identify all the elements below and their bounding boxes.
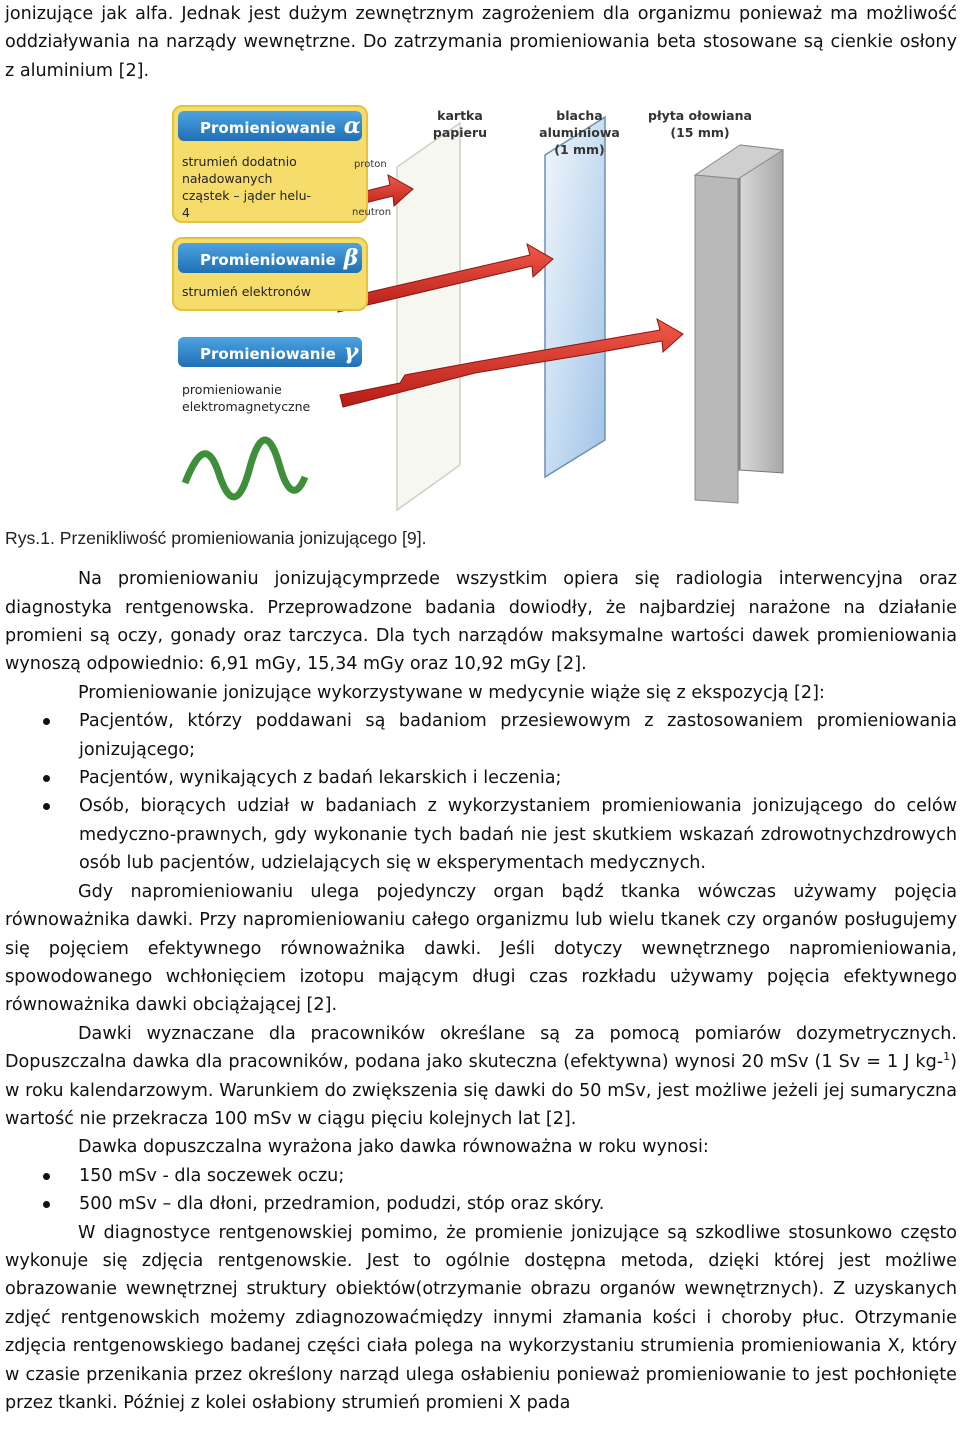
- figure-caption: Rys.1. Przenikliwość promieniowania jonizującego [9].: [5, 528, 427, 549]
- list-item: Pacjentów, którzy poddawani są badaniom przesiewowym z zastosowaniem promieniowania jonizującego;: [5, 707, 957, 764]
- label-lead-thickness: (15 mm): [670, 125, 730, 141]
- alpha-panel: [172, 105, 392, 223]
- alpha-symbol: α: [343, 113, 361, 140]
- gamma-title: Promieniowanie: [200, 345, 336, 364]
- label-lead-group: [645, 107, 755, 141]
- proton-label: proton: [354, 159, 387, 171]
- label-paper: kartka papieru: [432, 108, 488, 141]
- beta-header: [178, 243, 362, 273]
- gamma-header: [178, 337, 362, 367]
- exposure-list: [5, 707, 957, 877]
- beta-title: Promieniowanie: [200, 251, 336, 270]
- alpha-title: Promieniowanie: [200, 119, 336, 138]
- beta-symbol: β: [343, 245, 359, 272]
- beta-panel: [172, 237, 368, 311]
- dose-list: [5, 1162, 957, 1219]
- superscript: 1: [943, 1050, 951, 1064]
- gamma-arrow: [340, 319, 683, 407]
- paragraph-4-part-b: ) w roku kalendarzowym. Warunkiem do zwiększenia się dawki do 50 mSv, jest możliwe jeżeli jej sumaryczna wartość nie przekracza 100 mSv w ciągu pięciu kolejnych lat [2].: [5, 1052, 957, 1129]
- alpha-description: strumień dodatnio naładowanych cząstek – jąder helu-4: [182, 154, 312, 221]
- paragraph-3: Gdy napromieniowaniu ulega pojedynczy organ bądź tkanka wówczas używamy pojęcia równoważnika dawki. Przy napromieniowaniu całego organizmu lub wielu tkanek czy organów posługujemy się pojęciem efektywnego równoważnika dawki. Jeśli dotyczy wewnętrznego napromieniowania, spowodowanego wchłonięciem izotopu mającym długi czas rozkładu używamy pojęcia efektywnego równoważnika dawki obciążającej [2].: [5, 881, 957, 1016]
- gamma-symbol: γ: [343, 339, 359, 366]
- list-item: Pacjentów, wynikających z badań lekarskich i leczenia;: [5, 764, 957, 792]
- beta-description: strumień elektronów: [182, 284, 312, 300]
- figure-graphics: [5, 105, 957, 513]
- gamma-description: promieniowanie elektromagnetyczne: [182, 382, 311, 415]
- paragraph-6: W diagnostyce rentgenowskiej pomimo, że promienie jonizujące są szkodliwe stosunkowo często wykonuje się zdjęcia rentgenowskie. Jest to ogólnie dostępna metoda, dzięki której jest możliwe obrazowanie wewnętrznej struktury obiektów(otrzymanie obrazu organów wewnętrznych). Z uzyskanych zdjęć rentgenowskich możemy zdiagnozowaćmiędzy innymi złamania kości i choroby płuc. Otrzymanie zdjęcia rentgenowskiego badanej części ciała polega na wykorzystaniu strumienia promieniowania X, który w czasie przenikania przez określony narząd ulega osłabieniu ponieważ promieniowanie to jest pochłonięte przez tkanki. Później z kolei osłabiony strumień promieni X pada: [5, 1222, 957, 1413]
- paragraph-4-part-a: Dawki wyznaczane dla pracowników określane są za pomocą pomiarów dozymetrycznych. Dopuszczalna dawka dla pracowników, podana jako skuteczna (efektywna) wynosi 20 mSv (1 Sv = 1 J kg-: [5, 1023, 957, 1073]
- paragraph-2: Promieniowanie jonizujące wykorzystywane w medycynie wiąże się z ekspozycją [2]:: [78, 682, 825, 703]
- radiation-penetration-figure: [5, 105, 957, 513]
- alpha-header: [178, 111, 362, 141]
- list-item: 500 mSv – dla dłoni, przedramion, podudzi, stóp oraz skóry.: [5, 1190, 957, 1218]
- neutron-label: neutron: [352, 207, 392, 219]
- document-body: [5, 0, 957, 1417]
- list-item: 150 mSv - dla soczewek oczu;: [5, 1162, 957, 1190]
- gamma-panel: [172, 331, 368, 451]
- paragraph-5: Dawka dopuszczalna wyrażona jako dawka równoważna w roku wynosi:: [78, 1137, 709, 1158]
- intro-paragraph: jonizujące jak alfa. Jednak jest dużym zewnętrznym zagrożeniem dla organizmu ponieważ ma możliwość oddziaływania na narządy wewnętrzne. Do zatrzymania promieniowania beta stosowane są cienkie osłony z aluminium [2].: [5, 4, 957, 81]
- paper-sheet: [397, 123, 460, 510]
- list-item: Osób, biorących udział w badaniach z wykorzystaniem promieniowania jonizującego do celów medyczno-prawnych, gdy wykonanie tych badań nie jest skutkiem wskazań zdrowotnychzdrowych osób lub pacjentów, udzielających się w eksperymentach medycznych.: [5, 792, 957, 877]
- lead-block-side: [740, 145, 783, 473]
- label-aluminium: blacha aluminiowa: [539, 108, 620, 141]
- label-aluminium-thickness: (1 mm): [554, 142, 605, 158]
- paragraph-1: Na promieniowaniu jonizującymprzede wszystkim opiera się radiologia interwencyjna oraz diagnostyka rentgenowska. Przeprowadzone badania dowiodły, że najbardziej narażone na działanie promieni są oczy, gonady oraz tarczyca. Dla tych narządów maksymalne wartości dawek promieniowania wynoszą odpowiednio: 6,91 mGy, 15,34 mGy oraz 10,92 mGy [2].: [5, 569, 957, 675]
- label-aluminium-group: [517, 107, 642, 158]
- aluminium-sheet: [545, 117, 605, 477]
- paragraph-4: [5, 1020, 957, 1134]
- label-lead: płyta ołowiana: [648, 108, 752, 124]
